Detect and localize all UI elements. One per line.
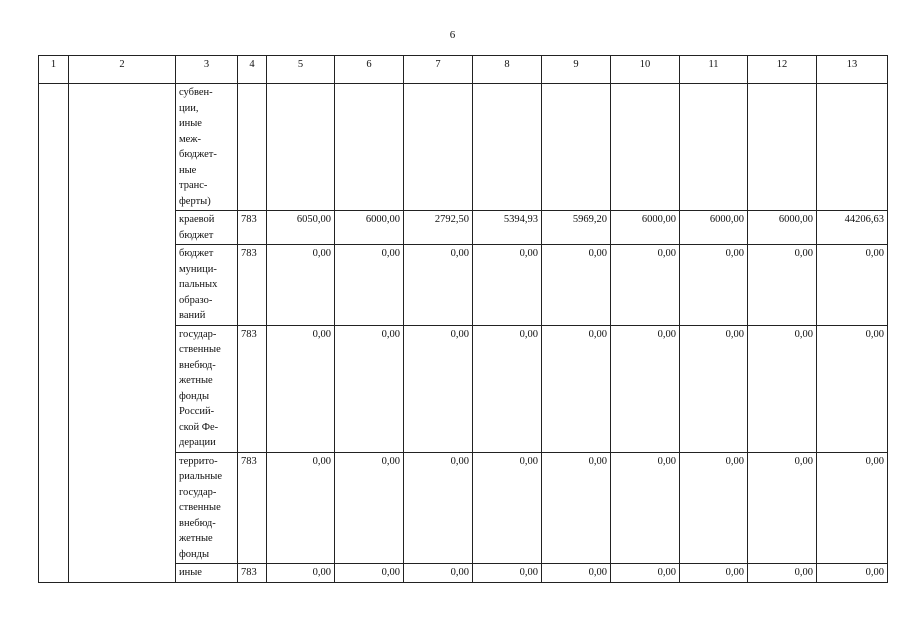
value-cell-col-13: 0,00 (817, 452, 888, 564)
column-header-10: 10 (611, 56, 680, 84)
value-cell-col-5: 0,00 (267, 452, 335, 564)
row-label-line: иные (179, 567, 202, 578)
merged-cell-col-2 (69, 84, 176, 583)
row-label-line: меж- (179, 133, 202, 145)
value-cell-col-7: 0,00 (404, 325, 473, 452)
value-cell-col-8: 0,00 (473, 325, 542, 452)
value-cell-col-6: 0,00 (335, 564, 404, 583)
row-label-line: ные (179, 164, 197, 176)
row-label-line: государ- (179, 328, 217, 340)
row-label (176, 84, 238, 211)
value-cell-col-12: 6000,00 (748, 211, 817, 245)
column-header-2: 2 (69, 56, 176, 84)
row-code (238, 84, 267, 211)
value-cell-col-6: 0,00 (335, 452, 404, 564)
row-label (176, 452, 238, 564)
column-header-1: 1 (39, 56, 69, 84)
table-body (39, 84, 888, 583)
row-code: 783 (238, 325, 267, 452)
value-cell-col-8 (473, 84, 542, 211)
value-cell-col-12: 0,00 (748, 452, 817, 564)
column-header-3: 3 (176, 56, 238, 84)
column-header-4: 4 (238, 56, 267, 84)
value-cell-col-13 (817, 84, 888, 211)
row-label-line: ской Фе- (179, 421, 219, 433)
value-cell-col-5: 0,00 (267, 245, 335, 326)
row-label-line: образо- (179, 294, 213, 306)
table-row (39, 84, 888, 211)
value-cell-col-9: 0,00 (542, 564, 611, 583)
row-label-line: жетные (179, 375, 213, 386)
value-cell-col-13: 0,00 (817, 245, 888, 326)
column-header-8: 8 (473, 56, 542, 84)
value-cell-col-13: 44206,63 (817, 211, 888, 245)
column-header-9: 9 (542, 56, 611, 84)
header-row (39, 56, 888, 84)
row-label-line: бюджет- (179, 149, 217, 160)
column-header-6: 6 (335, 56, 404, 84)
value-cell-col-5 (267, 84, 335, 211)
column-header-13: 13 (817, 56, 888, 84)
row-label-line: ственные (179, 344, 221, 355)
row-label-line: пальных (179, 279, 218, 290)
value-cell-col-10: 0,00 (611, 452, 680, 564)
row-label-line: иные (179, 118, 202, 129)
row-label (176, 564, 238, 583)
column-header-5: 5 (267, 56, 335, 84)
row-label-line: жетные (179, 533, 213, 544)
row-label (176, 245, 238, 326)
value-cell-col-7: 0,00 (404, 452, 473, 564)
row-label-line: субвен- (179, 87, 213, 98)
value-cell-col-11: 0,00 (680, 452, 748, 564)
value-cell-col-12 (748, 84, 817, 211)
row-label-line: ферты) (179, 195, 211, 207)
value-cell-col-11 (680, 84, 748, 211)
value-cell-col-12: 0,00 (748, 245, 817, 326)
row-code: 783 (238, 452, 267, 564)
value-cell-col-11: 0,00 (680, 245, 748, 326)
value-cell-col-5: 0,00 (267, 564, 335, 583)
row-label-line: ваний (179, 310, 206, 321)
value-cell-col-7 (404, 84, 473, 211)
value-cell-col-6: 6000,00 (335, 211, 404, 245)
value-cell-col-5: 6050,00 (267, 211, 335, 245)
value-cell-col-11: 6000,00 (680, 211, 748, 245)
value-cell-col-9: 5969,20 (542, 211, 611, 245)
merged-cell-col-1 (39, 84, 69, 583)
row-label-line: ственные (179, 502, 221, 513)
value-cell-col-8: 0,00 (473, 245, 542, 326)
value-cell-col-13: 0,00 (817, 564, 888, 583)
row-label (176, 211, 238, 245)
row-label (176, 325, 238, 452)
column-header-11: 11 (680, 56, 748, 84)
row-label-line: фонды (179, 390, 210, 402)
row-code: 783 (238, 245, 267, 326)
value-cell-col-8: 0,00 (473, 452, 542, 564)
row-label-line: бюджет (179, 229, 214, 241)
value-cell-col-10: 0,00 (611, 245, 680, 326)
value-cell-col-12: 0,00 (748, 325, 817, 452)
value-cell-col-10: 0,00 (611, 325, 680, 452)
row-label-line: террито- (179, 455, 218, 467)
column-header-7: 7 (404, 56, 473, 84)
value-cell-col-6: 0,00 (335, 325, 404, 452)
row-label-line: внебюд- (179, 517, 216, 529)
value-cell-col-10: 0,00 (611, 564, 680, 583)
row-label-line: муници- (179, 263, 217, 275)
value-cell-col-6 (335, 84, 404, 211)
value-cell-col-12: 0,00 (748, 564, 817, 583)
value-cell-col-7: 0,00 (404, 564, 473, 583)
row-code: 783 (238, 564, 267, 583)
row-label-line: бюджет (179, 248, 214, 259)
row-label-line: Россий- (179, 406, 215, 417)
row-label-line: транс- (179, 180, 208, 191)
value-cell-col-7: 0,00 (404, 245, 473, 326)
row-label-line: краевой (179, 214, 215, 225)
value-cell-col-10: 6000,00 (611, 211, 680, 245)
value-cell-col-8: 5394,93 (473, 211, 542, 245)
value-cell-col-8: 0,00 (473, 564, 542, 583)
value-cell-col-11: 0,00 (680, 325, 748, 452)
value-cell-col-5: 0,00 (267, 325, 335, 452)
row-label-line: ции, (179, 102, 199, 114)
value-cell-col-9: 0,00 (542, 245, 611, 326)
page-number: 6 (449, 29, 456, 41)
row-label-line: государ- (179, 486, 217, 498)
row-label-line: риальные (179, 471, 222, 482)
value-cell-col-6: 0,00 (335, 245, 404, 326)
value-cell-col-13: 0,00 (817, 325, 888, 452)
value-cell-col-11: 0,00 (680, 564, 748, 583)
value-cell-col-9: 0,00 (542, 325, 611, 452)
row-label-line: внебюд- (179, 359, 216, 371)
value-cell-col-7: 2792,50 (404, 211, 473, 245)
value-cell-col-9 (542, 84, 611, 211)
budget-table (38, 55, 888, 583)
row-label-line: дерации (179, 437, 216, 448)
row-label-line: фонды (179, 548, 210, 560)
value-cell-col-9: 0,00 (542, 452, 611, 564)
row-code: 783 (238, 211, 267, 245)
value-cell-col-10 (611, 84, 680, 211)
column-header-12: 12 (748, 56, 817, 84)
